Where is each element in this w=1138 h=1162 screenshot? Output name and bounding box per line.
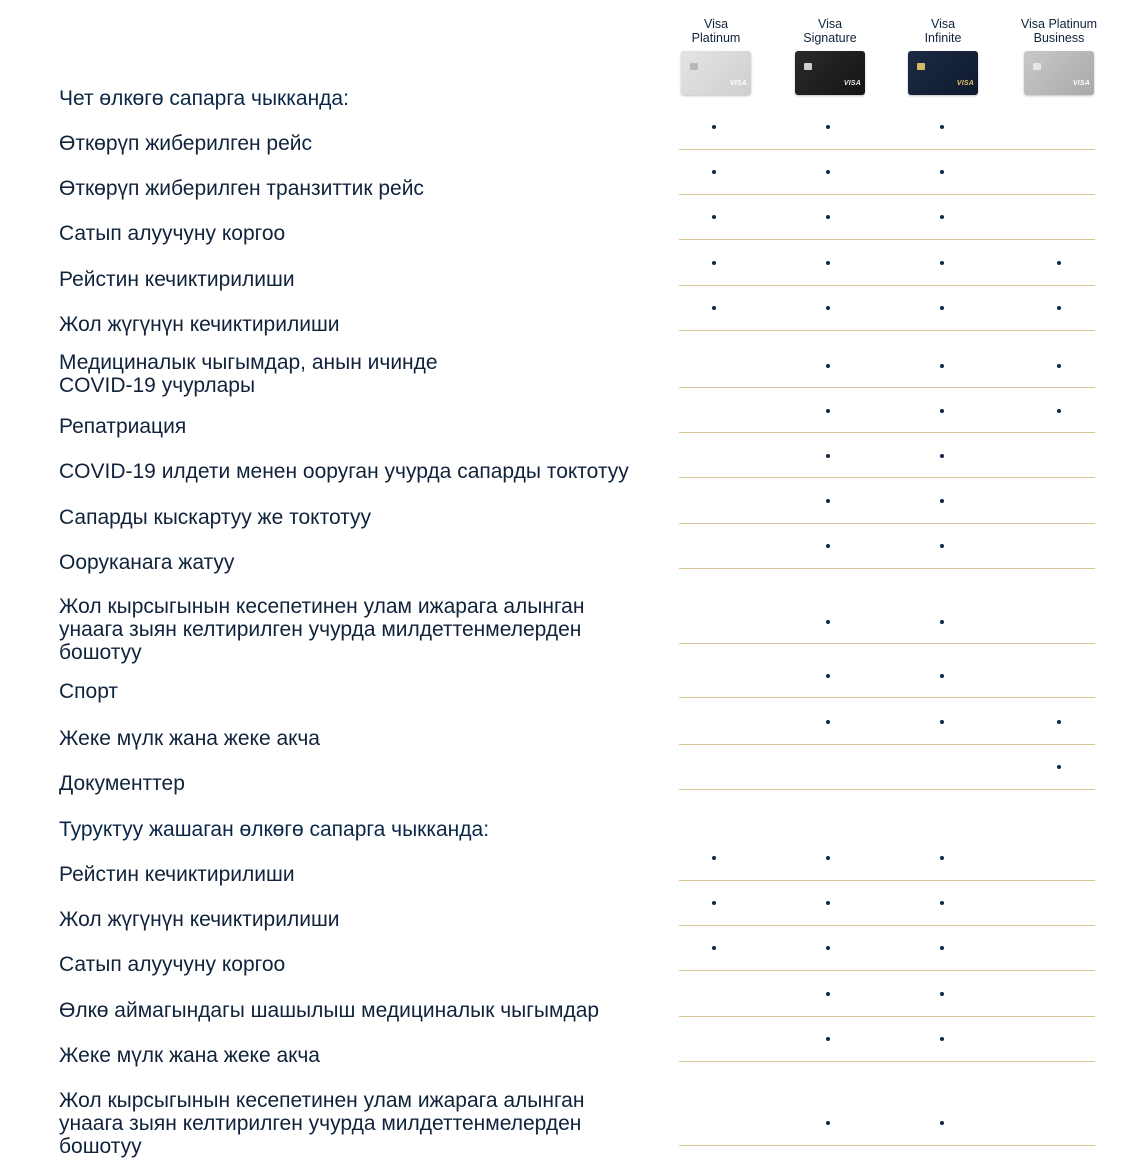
visa-logo: VISA [843,80,861,87]
benefit-label-line: Жол жүгүнүн кечиктирилиши [59,908,340,931]
benefit-label [59,551,234,574]
included-bullet-icon [940,720,944,724]
row-divider [679,523,1095,524]
row-divider [679,789,1095,790]
benefit-label-line: Спорт [59,680,119,703]
benefit-label [59,772,185,795]
row-divider [679,568,1095,569]
benefit-label-line: бошотуу [59,1135,142,1158]
included-bullet-icon [712,946,716,950]
benefit-label [59,268,295,291]
benefit-label [59,460,629,483]
benefit-label [59,132,312,155]
benefit-label [59,727,320,750]
included-bullet-icon [940,499,944,503]
included-bullet-icon [940,544,944,548]
included-bullet-icon [712,125,716,129]
visa-platinum-card-icon [681,51,751,95]
included-bullet-icon [940,901,944,905]
included-bullet-icon [940,1121,944,1125]
included-bullet-icon [1057,765,1061,769]
included-bullet-icon [826,620,830,624]
card-name [893,17,993,45]
included-bullet-icon [940,1037,944,1041]
row-divider [679,239,1095,240]
included-bullet-icon [826,306,830,310]
included-bullet-icon [826,674,830,678]
included-bullet-icon [940,674,944,678]
benefit-label-line: бошотуу [59,641,142,664]
visa-logo: VISA [956,80,974,87]
benefit-label-line: Медициналык чыгымдар, анын ичинде [59,351,438,374]
visa-infinite-card-icon [908,51,978,95]
included-bullet-icon [826,946,830,950]
card-name-line: Visa [817,17,843,31]
benefit-label-line: Ооруканага жатуу [59,551,235,574]
benefit-label-line: Жол кырсыгынын кесепетинен улам ижарага алынган [59,1089,585,1112]
card-name-line: Business [1033,31,1085,45]
included-bullet-icon [712,215,716,219]
card-name [666,17,766,45]
card-column-header [666,17,766,95]
benefit-label-line: Рейстин кечиктирилиши [59,268,295,291]
benefit-label [59,506,371,529]
included-bullet-icon [940,125,944,129]
benefit-label-line: унаага зыян келтирилген учурда милдеттенмелерден [59,618,582,641]
included-bullet-icon [940,856,944,860]
benefit-label-line: Сатып алуучуну коргоо [59,222,286,245]
card-name [780,17,880,45]
included-bullet-icon [940,306,944,310]
included-bullet-icon [826,215,830,219]
card-name-line: Platinum [691,31,741,45]
included-bullet-icon [712,306,716,310]
included-bullet-icon [826,856,830,860]
included-bullet-icon [940,364,944,368]
visa-logo: VISA [729,80,747,87]
card-name-line: Visa [703,17,729,31]
benefit-label-line: COVID-19 илдети менен ооруган учурда сапарды токтотуу [59,460,629,483]
included-bullet-icon [826,125,830,129]
benefit-label [59,1044,320,1067]
benefit-label-line: Жол кырсыгынын кесепетинен улам ижарага алынган [59,595,585,618]
benefit-label-line: Репатриация [59,415,187,438]
included-bullet-icon [1057,364,1061,368]
included-bullet-icon [826,409,830,413]
row-divider [679,744,1095,745]
benefit-label [59,863,295,886]
chip-icon [804,63,812,70]
row-divider [679,970,1095,971]
included-bullet-icon [940,620,944,624]
chip-icon [1033,63,1041,70]
included-bullet-icon [826,454,830,458]
benefit-label-line: Сапарды кыскартуу же токтотуу [59,506,372,529]
visa-logo: VISA [1072,80,1090,87]
included-bullet-icon [940,454,944,458]
row-divider [679,1016,1095,1017]
benefit-label [59,415,186,438]
included-bullet-icon [940,409,944,413]
visa-platinum-business-card-icon [1024,51,1094,95]
benefit-label [59,953,285,976]
benefit-label-line: Сатып алуучуну коргоо [59,953,286,976]
row-divider [679,477,1095,478]
included-bullet-icon [826,1037,830,1041]
chip-icon [690,63,698,70]
benefit-label [59,680,118,703]
benefit-label-line: Өткөрүп жиберилген транзиттик рейс [59,177,424,200]
benefit-label-line: Документтер [59,772,185,795]
benefit-label-line: COVID-19 учурлары [59,374,256,397]
included-bullet-icon [712,170,716,174]
row-divider [679,880,1095,881]
included-bullet-icon [826,1121,830,1125]
row-divider [679,285,1095,286]
included-bullet-icon [1057,409,1061,413]
included-bullet-icon [1057,261,1061,265]
benefit-label [59,222,285,245]
included-bullet-icon [940,215,944,219]
benefit-label [59,313,340,336]
chip-icon [917,63,925,70]
benefit-label [59,177,424,200]
card-name [1009,17,1109,45]
included-bullet-icon [712,901,716,905]
card-column-header [1009,17,1109,95]
benefit-label-line: Өлкө аймагындагы шашылыш медициналык чыгымдар [59,999,600,1022]
row-divider [679,925,1095,926]
benefit-label [59,595,584,664]
benefit-label-line: Жол жүгүнүн кечиктирилиши [59,313,340,336]
row-divider [679,697,1095,698]
included-bullet-icon [712,261,716,265]
included-bullet-icon [826,499,830,503]
visa-signature-card-icon [795,51,865,95]
included-bullet-icon [940,946,944,950]
included-bullet-icon [826,261,830,265]
benefit-label-line: Өткөрүп жиберилген рейс [59,132,313,155]
benefit-label-line: унаага зыян келтирилген учурда милдеттенмелерден [59,1112,582,1135]
card-column-header [893,17,993,95]
row-divider [679,432,1095,433]
benefit-label-line: Жеке мүлк жана жеке акча [59,1044,320,1067]
included-bullet-icon [826,170,830,174]
benefit-label [59,351,438,397]
row-divider [679,330,1095,331]
included-bullet-icon [1057,720,1061,724]
row-divider [679,149,1095,150]
included-bullet-icon [712,856,716,860]
benefit-label-line: Жеке мүлк жана жеке акча [59,727,320,750]
included-bullet-icon [826,992,830,996]
benefit-label [59,999,599,1022]
card-name-line: Signature [803,31,857,45]
benefit-label [59,1089,584,1158]
benefit-label-line: Рейстин кечиктирилиши [59,863,295,886]
included-bullet-icon [826,364,830,368]
row-divider [679,387,1095,388]
section-heading: Чет өлкөгө сапарга чыкканда: [59,87,349,110]
included-bullet-icon [826,901,830,905]
included-bullet-icon [1057,306,1061,310]
included-bullet-icon [826,720,830,724]
included-bullet-icon [826,544,830,548]
card-column-header [780,17,880,95]
row-divider [679,194,1095,195]
included-bullet-icon [940,992,944,996]
included-bullet-icon [940,261,944,265]
card-name-line: Visa Platinum [1020,17,1098,31]
card-name-line: Visa [930,17,956,31]
row-divider [679,1145,1095,1146]
section-heading: Туруктуу жашаган өлкөгө сапарга чыкканда: [59,818,490,841]
row-divider [679,643,1095,644]
included-bullet-icon [940,170,944,174]
card-name-line: Infinite [924,31,962,45]
benefit-label [59,908,340,931]
row-divider [679,1061,1095,1062]
